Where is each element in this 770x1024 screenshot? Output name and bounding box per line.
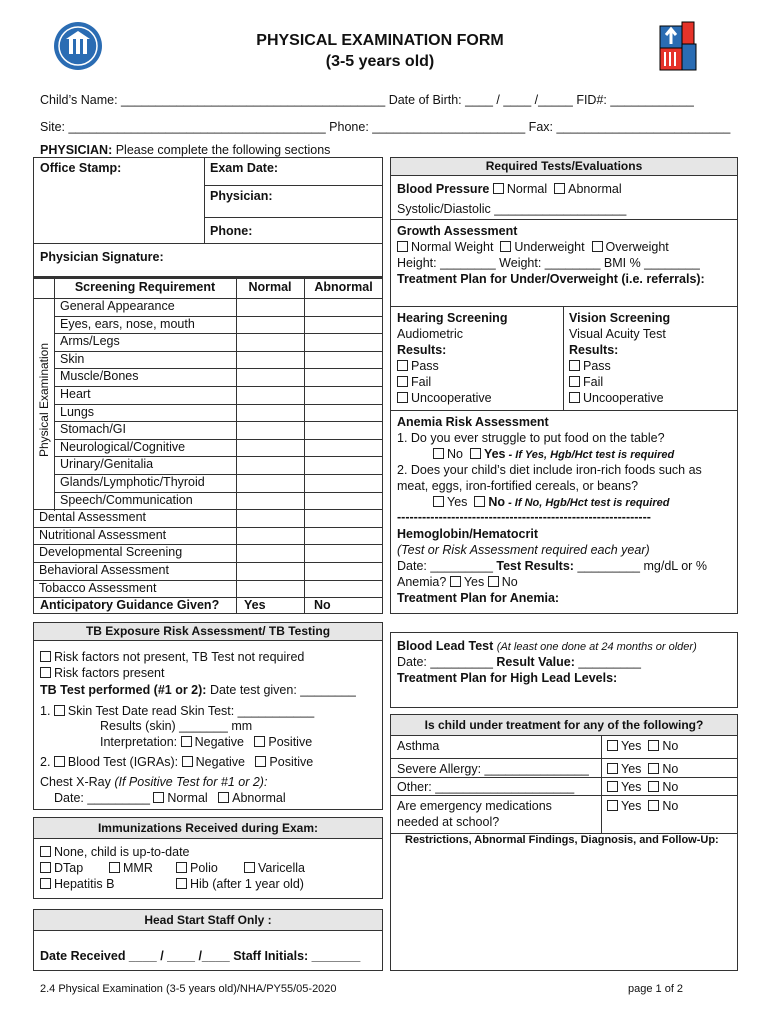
child-name-line[interactable]: Child’s Name: ______________________________________ Date of Birth: ____ / ____ /_____ FID#: ____________ xyxy=(40,93,694,107)
exam-row-label: Arms/Legs xyxy=(60,334,120,349)
audiometric-label: Audiometric xyxy=(397,327,463,341)
tb-blood-test[interactable]: 2. Blood Test (IGRAs): Negative Positive xyxy=(40,755,314,769)
checkbox[interactable] xyxy=(254,736,265,747)
checkbox[interactable] xyxy=(470,448,481,459)
col-screening-requirement: Screening Requirement xyxy=(74,280,216,294)
checkbox[interactable] xyxy=(474,496,485,507)
anticipatory-yes[interactable]: Yes xyxy=(244,598,266,612)
checkbox[interactable] xyxy=(218,792,229,803)
physician-info-box xyxy=(33,157,383,277)
exam-row-label: Developmental Screening xyxy=(39,545,183,560)
checkbox[interactable] xyxy=(255,756,266,767)
checkbox[interactable] xyxy=(648,763,659,774)
checkbox[interactable] xyxy=(244,862,255,873)
hemoglobin-note: (Test or Risk Assessment required each year) xyxy=(397,543,650,557)
physical-exam-vertical-label: Physical Examination xyxy=(37,342,51,458)
visual-acuity-label: Visual Acuity Test xyxy=(569,327,666,341)
tb-opt-risk[interactable]: Risk factors present xyxy=(40,666,164,681)
checkbox[interactable] xyxy=(176,862,187,873)
restrictions-label[interactable]: Restrictions, Abnormal Findings, Diagnosis, and Follow-Up: xyxy=(405,834,719,846)
anemia-q2a: 2. Does your child’s diet include iron-rich foods such as xyxy=(397,463,702,477)
exam-row-label: Tobacco Assessment xyxy=(39,580,157,595)
checkbox[interactable] xyxy=(607,800,618,811)
tb-performed[interactable]: TB Test performed (#1 or 2): Date test given: ________ xyxy=(40,683,356,697)
growth-weight-options[interactable]: Normal Weight Underweight Overweight xyxy=(397,240,669,255)
treatment-title: Is child under treatment for any of the following? xyxy=(391,715,737,736)
tb-chest-xray: Chest X-Ray (If Positive Test for #1 or 2): xyxy=(40,775,268,789)
footer-form-id: 2.4 Physical Examination (3-5 years old)/NHA/PY55/05-2020 xyxy=(40,983,337,995)
checkbox[interactable] xyxy=(554,183,565,194)
blood-lead-box xyxy=(390,632,738,708)
checkbox[interactable] xyxy=(54,705,65,716)
blood-lead-label: Blood Lead Test (At least one done at 24 months or older) xyxy=(397,639,697,653)
height-weight-bmi[interactable]: Height: ________ Weight: ________ BMI % ________ xyxy=(397,256,700,270)
footer-page-number: page 1 of 2 xyxy=(628,983,684,995)
hearing-pass[interactable]: Pass xyxy=(397,359,439,374)
form-subtitle: (3-5 years old) xyxy=(325,53,435,70)
treatment-plan-weight[interactable]: Treatment Plan for Under/Overweight (i.e. referrals): xyxy=(397,272,705,286)
vision-pass[interactable]: Pass xyxy=(569,359,611,374)
other-field[interactable]: Other: ____________________ xyxy=(397,780,575,794)
tb-box xyxy=(33,622,383,810)
exam-row-label: Neurological/Cognitive xyxy=(60,439,186,454)
exam-row-label: General Appearance xyxy=(60,299,175,313)
exam-date-field[interactable]: Exam Date: xyxy=(210,161,279,175)
checkbox[interactable] xyxy=(397,392,408,403)
head-start-title: Head Start Staff Only : xyxy=(34,910,382,931)
checkbox[interactable] xyxy=(176,878,187,889)
checkbox[interactable] xyxy=(181,736,192,747)
checkbox[interactable] xyxy=(607,740,618,751)
asthma-answers[interactable]: Yes No xyxy=(607,739,678,754)
immunizations-box xyxy=(33,817,383,899)
tb-opt-no-risk[interactable]: Risk factors not present, TB Test not required xyxy=(40,650,304,665)
checkbox[interactable] xyxy=(648,800,659,811)
head-start-staff-box xyxy=(33,909,383,971)
checkbox[interactable] xyxy=(40,667,51,678)
head-start-blocks-logo xyxy=(656,20,706,76)
blood-pressure-row[interactable]: Blood Pressure Normal Abnormal xyxy=(397,182,622,196)
imm-hib[interactable]: Hib (after 1 year old) xyxy=(176,877,304,892)
systolic-diastolic-field[interactable]: Systolic/Diastolic ___________________ xyxy=(397,202,627,216)
imm-polio[interactable]: Polio xyxy=(176,861,218,876)
exam-row-label: Lungs xyxy=(60,404,95,419)
exam-row-label: Speech/Communication xyxy=(60,492,193,507)
emergency-meds-label-2: needed at school? xyxy=(397,815,500,829)
vision-screening-label: Vision Screening xyxy=(569,311,671,325)
vision-fail[interactable]: Fail xyxy=(569,375,603,390)
checkbox[interactable] xyxy=(433,496,444,507)
blood-lead-date-result[interactable]: Date: _________ Result Value: _________ xyxy=(397,655,641,669)
immunizations-title: Immunizations Received during Exam: xyxy=(34,818,382,839)
exam-row-label: Nutritional Assessment xyxy=(39,527,167,542)
exam-row-label: Stomach/GI xyxy=(60,422,126,437)
exam-row-label: Glands/Lymphotic/Thyroid xyxy=(60,475,205,489)
physician-phone-field[interactable]: Phone: xyxy=(210,224,253,238)
checkbox[interactable] xyxy=(397,376,408,387)
dashed-divider: ------------------------------------------------------------- xyxy=(397,510,651,524)
col-abnormal: Abnormal xyxy=(314,280,373,294)
hearing-screening-label: Hearing Screening xyxy=(397,311,508,325)
exam-row-label: Skin xyxy=(60,351,85,366)
imm-hepb[interactable]: Hepatitis B xyxy=(40,877,114,892)
checkbox[interactable] xyxy=(648,781,659,792)
checkbox[interactable] xyxy=(40,651,51,662)
physician-signature-field[interactable]: Physician Signature: xyxy=(40,250,164,264)
hemoglobin-date-results[interactable]: Date: _________ Test Results: _________ mg/dL or % xyxy=(397,559,707,573)
tb-xray-date[interactable]: Date: _________ Normal Abnormal xyxy=(54,791,286,805)
hearing-fail[interactable]: Fail xyxy=(397,375,431,390)
checkbox[interactable] xyxy=(569,360,580,371)
treatment-box xyxy=(390,714,738,971)
office-stamp-label: Office Stamp: xyxy=(40,161,122,175)
anticipatory-guidance-label: Anticipatory Guidance Given? xyxy=(40,598,220,612)
form-title: PHYSICAL EXAMINATION FORM xyxy=(256,32,504,49)
hearing-uncooperative[interactable]: Uncooperative xyxy=(397,391,492,406)
physician-field[interactable]: Physician: xyxy=(210,189,273,203)
checkbox[interactable] xyxy=(153,792,164,803)
checkbox[interactable] xyxy=(397,360,408,371)
other-answers[interactable]: Yes No xyxy=(607,780,678,795)
screening-table-box xyxy=(33,277,383,614)
required-tests-title: Required Tests/Evaluations xyxy=(391,158,737,176)
anemia-risk-label: Anemia Risk Assessment xyxy=(397,415,549,429)
checkbox[interactable] xyxy=(607,763,618,774)
asthma-label: Asthma xyxy=(397,739,440,753)
checkbox[interactable] xyxy=(40,878,51,889)
anemia-question[interactable]: Anemia? Yes No xyxy=(397,575,518,589)
anemia-q2b: meat, eggs, iron-fortified cereals, or beans? xyxy=(397,479,639,493)
imm-varicella[interactable]: Varicella xyxy=(244,861,305,876)
checkbox[interactable] xyxy=(488,576,499,587)
checkbox[interactable] xyxy=(493,183,504,194)
exam-row-label: Urinary/Genitalia xyxy=(60,457,154,472)
checkbox[interactable] xyxy=(40,846,51,857)
col-normal: Normal xyxy=(248,280,292,294)
checkbox[interactable] xyxy=(592,241,603,252)
physician-instruction: PHYSICIAN: Please complete the following sections xyxy=(40,143,331,157)
checkbox[interactable] xyxy=(569,376,580,387)
imm-none[interactable]: None, child is up-to-date xyxy=(40,845,190,860)
tb-title: TB Exposure Risk Assessment/ TB Testing xyxy=(34,623,382,641)
exam-row-label: Behavioral Assessment xyxy=(39,563,169,577)
allergy-answers[interactable]: Yes No xyxy=(607,762,678,777)
checkbox[interactable] xyxy=(109,862,120,873)
checkbox[interactable] xyxy=(450,576,461,587)
treatment-plan-lead[interactable]: Treatment Plan for High Lead Levels: xyxy=(397,671,618,685)
vision-results-label: Results: xyxy=(569,343,619,357)
treatment-plan-anemia[interactable]: Treatment Plan for Anemia: xyxy=(397,591,560,605)
growth-assessment-label: Growth Assessment xyxy=(397,224,518,238)
imm-mmr[interactable]: MMR xyxy=(109,861,153,876)
checkbox[interactable] xyxy=(607,781,618,792)
checkbox[interactable] xyxy=(54,756,65,767)
hearing-results-label: Results: xyxy=(397,343,447,357)
exam-row-label: Dental Assessment xyxy=(39,510,146,525)
checkbox[interactable] xyxy=(648,740,659,751)
checkbox[interactable] xyxy=(40,862,51,873)
checkbox[interactable] xyxy=(569,392,580,403)
imm-dtap[interactable]: DTap xyxy=(40,861,83,876)
required-tests-box xyxy=(390,157,738,614)
checkbox[interactable] xyxy=(182,756,193,767)
checkbox[interactable] xyxy=(397,241,408,252)
tb-interpretation[interactable]: Interpretation: Negative Positive xyxy=(100,735,313,749)
anticipatory-no[interactable]: No xyxy=(314,598,331,612)
hemoglobin-label: Hemoglobin/Hematocrit xyxy=(397,527,538,541)
allergy-field[interactable]: Severe Allergy: _______________ xyxy=(397,762,589,776)
checkbox[interactable] xyxy=(433,448,444,459)
anemia-q2-answers[interactable]: Yes No - If No, Hgb/Hct test is required xyxy=(433,495,669,511)
tb-skin-test[interactable]: 1. Skin Test Date read Skin Test: ___________ xyxy=(40,704,315,718)
exam-row-label: Heart xyxy=(60,387,91,401)
tb-skin-results[interactable]: Results (skin) _______ mm xyxy=(100,719,253,733)
emergency-meds-label: Are emergency medications xyxy=(397,799,552,813)
anemia-q1: 1. Do you ever struggle to put food on the table? xyxy=(397,431,665,445)
emergency-meds-answers[interactable]: Yes No xyxy=(607,799,678,814)
exam-row-label: Muscle/Bones xyxy=(60,369,139,384)
vision-uncooperative[interactable]: Uncooperative xyxy=(569,391,664,406)
exam-row-label: Eyes, ears, nose, mouth xyxy=(60,316,195,331)
head-start-date-received[interactable]: Date Received ____ / ____ /____ Staff Initials: _______ xyxy=(40,949,361,963)
anemia-q1-answers[interactable]: No Yes - If Yes, Hgb/Hct test is required xyxy=(433,447,674,463)
agency-logo xyxy=(52,20,104,72)
site-line[interactable]: Site: _____________________________________ Phone: ______________________ Fax: _________________________ xyxy=(40,120,731,134)
checkbox[interactable] xyxy=(500,241,511,252)
